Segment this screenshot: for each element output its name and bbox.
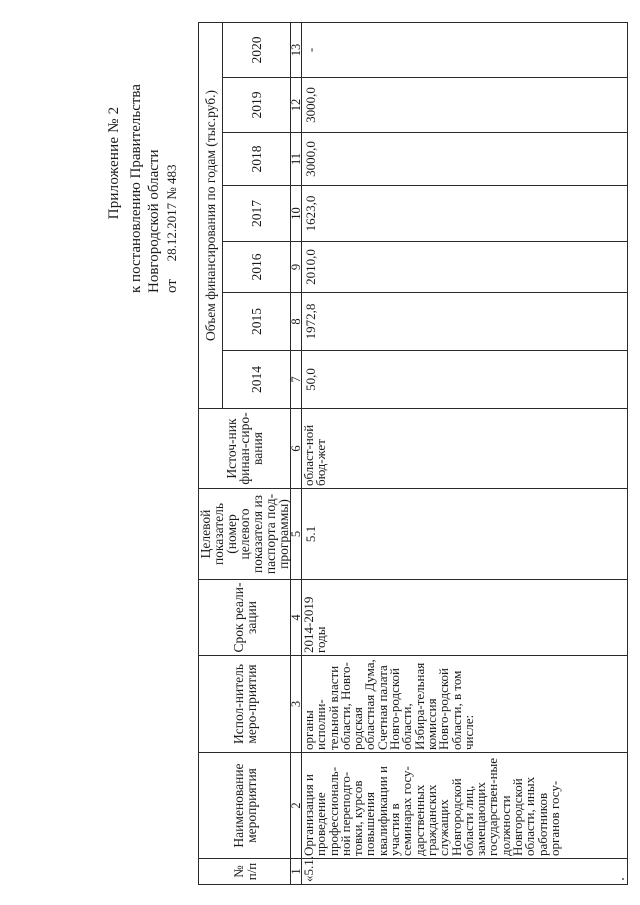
date-prefix: от (164, 279, 180, 293)
column-number: 4 (291, 580, 302, 656)
column-number: 1 (291, 859, 302, 885)
header-year: 2020 (223, 23, 291, 78)
column-number: 3 (291, 656, 302, 753)
funding-source: област-ной бюд-жет (302, 409, 628, 489)
appendix-date-line (163, 33, 181, 293)
column-number: 13 (291, 23, 302, 78)
funding-value: - (302, 23, 628, 78)
row-number: «5.1. (302, 859, 628, 885)
header-target-indicator: Целевой показатель (номер целевого показателя из паспорта под-программы) (199, 489, 291, 580)
resolution-date-number: 28.12.2017 № 483 (164, 164, 179, 262)
target-indicator: 5.1 (302, 489, 628, 580)
header-year: 2016 (223, 242, 291, 293)
column-number: 6 (291, 409, 302, 489)
column-number: 7 (291, 351, 302, 409)
activity-name: Организация и проведение профессиональ-ной переподго-товки, курсов повышения квалификации и участия в семинарах госу-дарственных гражданских служащих Новгородской области лиц, замещающих государствен-ные должности Новгородской области, иных работников органов госу- (302, 753, 628, 859)
header-executor: Испол-нитель меро-приятия (199, 656, 291, 753)
funding-value: 3000,0 (302, 78, 628, 133)
activity-executor: органы исполни-тельной власти области, Новго-родская областная Дума, Счетная палата Новго-родской области, Избира-тельная комиссия Новго-родской области, в том числе: (302, 656, 628, 753)
scan-speck (622, 878, 624, 880)
header-year: 2019 (223, 78, 291, 133)
column-number: 9 (291, 242, 302, 293)
column-number: 12 (291, 78, 302, 133)
header-year: 2014 (223, 351, 291, 409)
header-period: Срок реали-зации (199, 580, 291, 656)
header-number: № п/п (199, 859, 291, 885)
appendix-line-2: Новгородской области (146, 149, 162, 293)
funding-value: 1623,0 (302, 186, 628, 242)
funding-value: 50,0 (302, 351, 628, 409)
funding-value: 1972,8 (302, 293, 628, 351)
column-number: 2 (291, 753, 302, 859)
header-year: 2015 (223, 293, 291, 351)
funding-table-container (198, 23, 620, 885)
appendix-title: Приложение № 2 (106, 106, 122, 220)
activity-period: 2014-2019 годы (302, 580, 628, 656)
header-activity-name: Наименование мероприятия (199, 753, 291, 859)
funding-table (198, 22, 628, 885)
appendix-line-1: к постановлению Правительства (128, 84, 144, 293)
header-year: 2017 (223, 186, 291, 242)
column-number: 8 (291, 293, 302, 351)
header-year: 2018 (223, 133, 291, 186)
column-number: 11 (291, 133, 302, 186)
funding-value: 3000,0 (302, 133, 628, 186)
header-funding-source: Источ-ник финан-сиро-вания (199, 409, 291, 489)
appendix-header (105, 33, 181, 293)
column-number: 10 (291, 186, 302, 242)
funding-value: 2010,0 (302, 242, 628, 293)
column-number: 5 (291, 489, 302, 580)
header-funding-volume: Объем финансирования по годам (тыс.руб.) (199, 23, 223, 409)
